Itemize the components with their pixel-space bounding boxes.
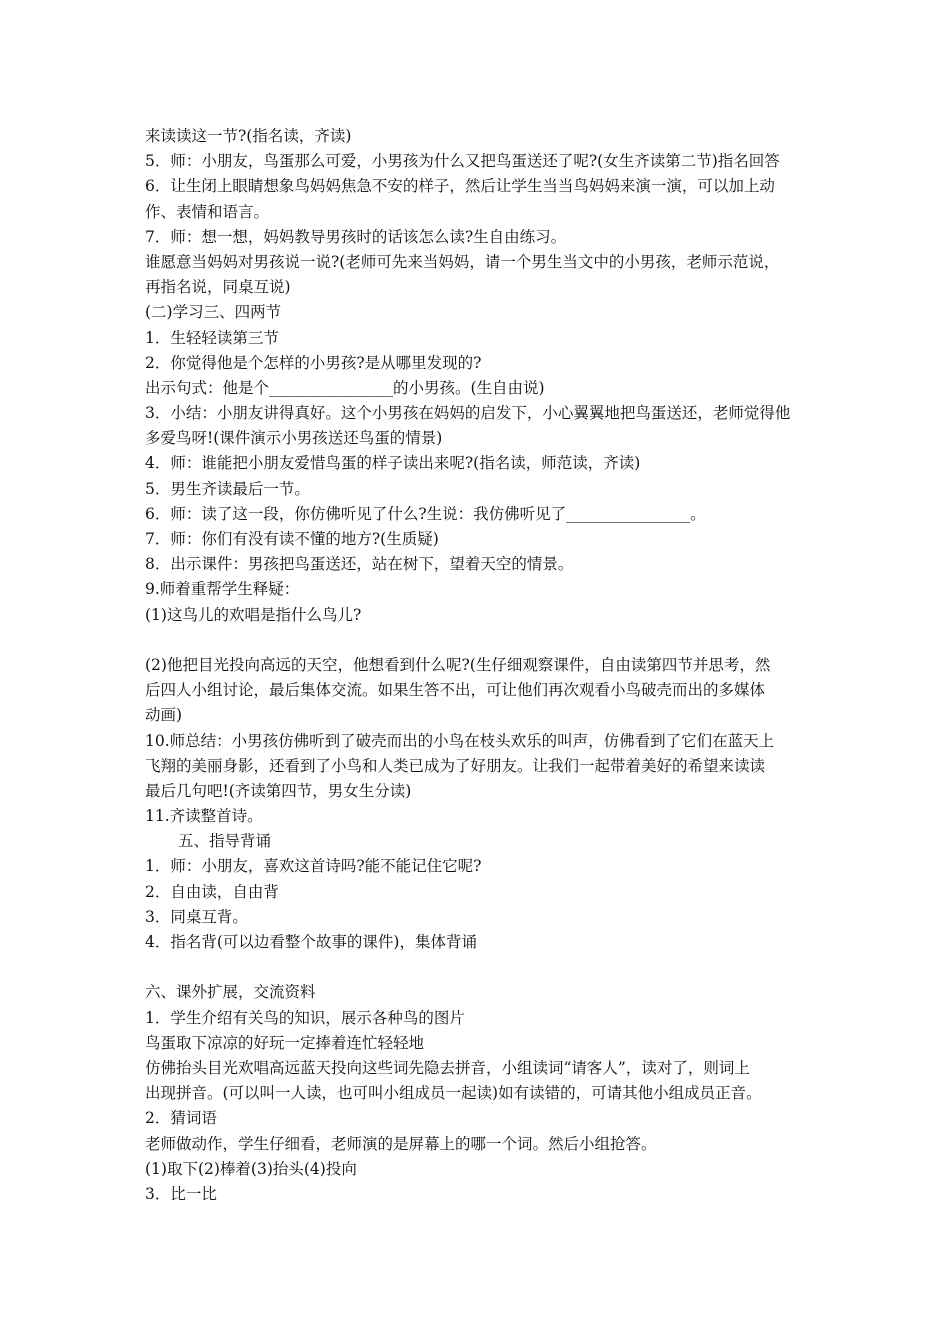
text-line: 11.齐读整首诗。: [145, 807, 263, 826]
text-line: 动画): [145, 706, 183, 725]
blank-line: [145, 955, 813, 980]
text-line: 谁愿意当妈妈对男孩说一说?(老师可先来当妈妈，请一个男生当文中的小男孩，老师示范说，: [145, 252, 780, 271]
text-line: 再指名说，同桌互说): [145, 278, 291, 297]
text-line: 2．猜词语: [145, 1109, 217, 1128]
text-line: 老师做动作，学生仔细看，老师演的是屏幕上的哪一个词。然后小组抢答。: [145, 1134, 657, 1153]
text-line: 5．男生齐读最后一节。: [145, 479, 310, 498]
section-heading: 六、课外扩展，交流资料: [145, 983, 316, 1002]
text-line: 4．指名背(可以边看整个故事的课件)，集体背诵: [145, 933, 477, 951]
section-heading: 五、指导背诵: [178, 832, 272, 851]
text-line: 来读读这一节?(指名读，齐读): [145, 127, 352, 145]
text-line: 作、表情和语言。: [145, 202, 270, 221]
text-line: 1．生轻轻读第三节: [145, 328, 279, 347]
text-line: 6．师：读了这一段，你仿佛听见了什么?生说：我仿佛听见了________________。: [145, 504, 706, 523]
text-line: (1)取下(2)棒着(3)抬头(4)投向: [145, 1159, 357, 1178]
text-line: 7．师：想一想，妈妈教导男孩时的话该怎么读?生自由练习。: [145, 227, 567, 246]
text-line: 出示句式：他是个________________的小男孩。(生自由说): [145, 378, 545, 397]
text-line: 10.师总结：小男孩仿佛听到了破壳而出的小鸟在枝头欢乐的叫声，仿佛看到了它们在蓝天上: [145, 731, 775, 750]
text-line: 2．你觉得他是个怎样的小男孩?是从哪里发现的?: [145, 353, 482, 372]
text-line: 仿佛抬头目光欢唱高远蓝天投向这些词先隐去拼音，小组读词“请客人”，读对了，则词上: [145, 1058, 750, 1077]
text-line: 1．学生介绍有关鸟的知识，展示各种鸟的图片: [145, 1008, 465, 1027]
text-line: 7．师：你们有没有读不懂的地方?(生质疑): [145, 530, 439, 548]
text-line: 9.师着重帮学生释疑：: [145, 580, 300, 599]
text-line: 3．小结：小朋友讲得真好。这个小男孩在妈妈的启发下，小心翼翼地把鸟蛋送还，老师觉得他: [145, 404, 791, 423]
document-page: [145, 124, 813, 1207]
text-line: 3．同桌互背。: [145, 907, 248, 926]
section-heading: (二)学习三、四两节: [145, 303, 282, 322]
text-line: 最后几句吧!(齐读第四节，男女生分读): [145, 781, 412, 800]
text-line: 6．让生闭上眼睛想象鸟妈妈焦急不安的样子，然后让学生当当鸟妈妈来演一演，可以加上动: [145, 177, 775, 196]
text-line: 出现拼音。(可以叫一人读，也可叫小组成员一起读)如有读错的，可请其他小组成员正音。: [145, 1084, 762, 1103]
text-line: (2)他把目光投向高远的天空，他想看到什么呢?(生仔细观察课件，自由读第四节并思考，然: [145, 655, 771, 674]
text-line: 飞翔的美丽身影，还看到了小鸟和人类已成为了好朋友。让我们一起带着美好的希望来读读: [145, 756, 766, 775]
text-line: 3．比一比: [145, 1184, 217, 1203]
text-line: 5．师：小朋友，鸟蛋那么可爱，小男孩为什么又把鸟蛋送还了呢?(女生齐读第二节)指名回答: [145, 152, 780, 171]
blank-line: [145, 628, 813, 653]
text-line: 4．师：谁能把小朋友爱惜鸟蛋的样子读出来呢?(指名读，师范读，齐读): [145, 454, 641, 473]
text-line: 2．自由读，自由背: [145, 882, 279, 901]
text-line: 1．师：小朋友，喜欢这首诗吗?能不能记住它呢?: [145, 857, 482, 876]
text-line: 多爱鸟呀!(课件演示小男孩送还鸟蛋的情景): [145, 429, 443, 448]
text-line: 鸟蛋取下凉凉的好玩一定捧着连忙轻轻地: [145, 1033, 425, 1052]
text-line: 8．出示课件：男孩把鸟蛋送还，站在树下，望着天空的情景。: [145, 555, 574, 574]
text-line: (1)这鸟儿的欢唱是指什么鸟儿?: [145, 605, 362, 624]
text-line: 后四人小组讨论，最后集体交流。如果生答不出，可让他们再次观看小鸟破壳而出的多媒体: [145, 681, 766, 700]
